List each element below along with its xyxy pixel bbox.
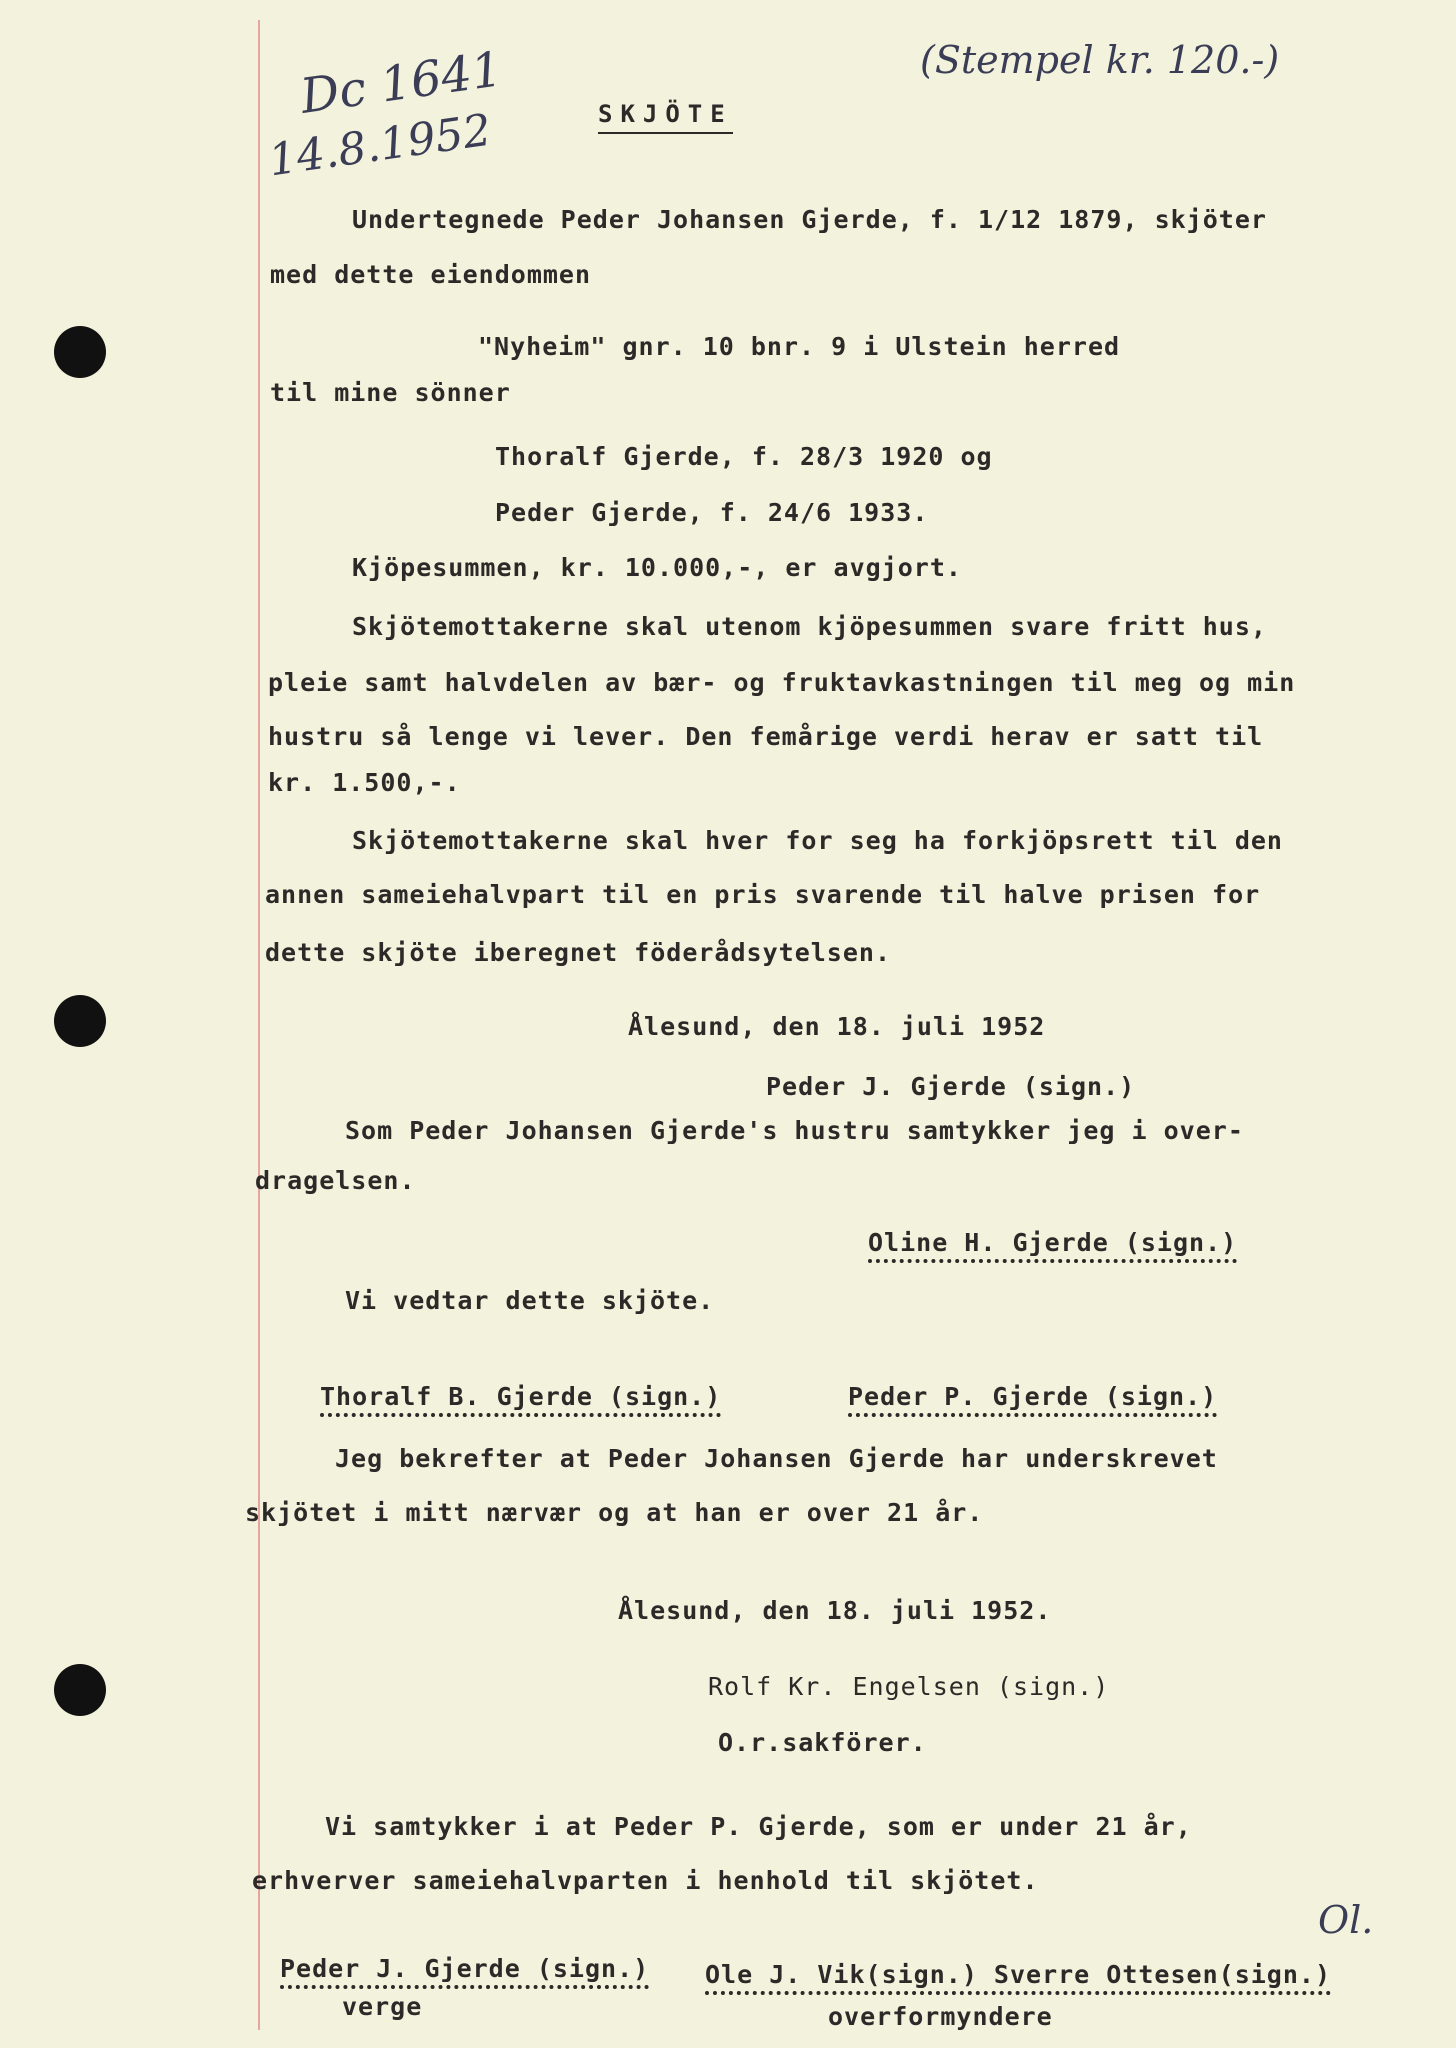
overformynder-role: overformyndere <box>828 2002 1053 2031</box>
margin-rule <box>258 20 260 2030</box>
body-line: Vi samtykker i at Peder P. Gjerde, som er under 21 år, <box>325 1812 1192 1841</box>
signature-witness: Rolf Kr. Engelsen (sign.) <box>708 1672 1110 1701</box>
place-date: Ålesund, den 18. juli 1952 <box>628 1012 1046 1041</box>
body-line: erhverver sameiehalvparten i henhold til skjötet. <box>252 1866 1039 1895</box>
body-line: hustru så lenge vi lever. Den femårige verdi herav er satt til <box>268 722 1264 751</box>
signature-guardian: Peder J. Gjerde (sign.) <box>280 1954 649 1989</box>
punch-hole <box>54 995 106 1047</box>
body-line: Undertegnede Peder Johansen Gjerde, f. 1/12 1879, skjöter <box>352 205 1267 234</box>
body-line: Kjöpesummen, kr. 10.000,-, er avgjort. <box>352 553 962 582</box>
body-line: Thoralf Gjerde, f. 28/3 1920 og <box>495 442 993 471</box>
body-line: dette skjöte iberegnet föderådsytelsen. <box>265 938 891 967</box>
punch-hole <box>54 326 106 378</box>
handwritten-date: 14.8.1952 <box>265 104 495 187</box>
body-line: Skjötemottakerne skal utenom kjöpesummen svare fritt hus, <box>352 612 1267 641</box>
body-line: dragelsen. <box>255 1166 416 1195</box>
body-line: Peder Gjerde, f. 24/6 1933. <box>495 498 929 527</box>
body-line: Jeg bekrefter at Peder Johansen Gjerde har underskrevet <box>335 1444 1218 1473</box>
handwritten-ref-number: Dc 1641 <box>297 41 506 125</box>
signature-seller: Peder J. Gjerde (sign.) <box>766 1072 1136 1101</box>
guardian-role: verge <box>342 1992 423 2021</box>
body-line: pleie samt halvdelen av bær- og fruktavkastningen til meg og min <box>268 668 1296 697</box>
handwritten-stamp-note: (Stempel kr. 120.-) <box>920 38 1280 82</box>
punch-hole <box>54 1664 106 1716</box>
signature-buyer: Peder P. Gjerde (sign.) <box>848 1382 1217 1417</box>
body-line: Skjötemottakerne skal hver for seg ha forkjöpsrett til den <box>352 826 1283 855</box>
body-line: Som Peder Johansen Gjerde's hustru samtykker jeg i over- <box>345 1116 1244 1145</box>
handwritten-initials: Ol. <box>1318 1898 1374 1942</box>
witness-title: O.r.sakförer. <box>718 1728 927 1757</box>
signature-overformynder: Ole J. Vik(sign.) Sverre Ottesen(sign.) <box>705 1960 1331 1995</box>
signature-buyer: Thoralf B. Gjerde (sign.) <box>320 1382 721 1417</box>
body-line: skjötet i mitt nærvær og at han er over 21 år. <box>245 1498 984 1527</box>
signature-wife: Oline H. Gjerde (sign.) <box>868 1228 1237 1263</box>
body-line: med dette eiendommen <box>270 260 592 289</box>
property-line: "Nyheim" gnr. 10 bnr. 9 i Ulstein herred <box>478 332 1121 361</box>
body-line: annen sameiehalvpart til en pris svarende til halve prisen for <box>265 880 1261 909</box>
body-line: til mine sönner <box>270 378 511 407</box>
body-line: Vi vedtar dette skjöte. <box>345 1286 715 1315</box>
body-line: kr. 1.500,-. <box>268 768 461 797</box>
place-date: Ålesund, den 18. juli 1952. <box>618 1596 1052 1625</box>
document-title: SKJÖTE <box>598 100 733 134</box>
